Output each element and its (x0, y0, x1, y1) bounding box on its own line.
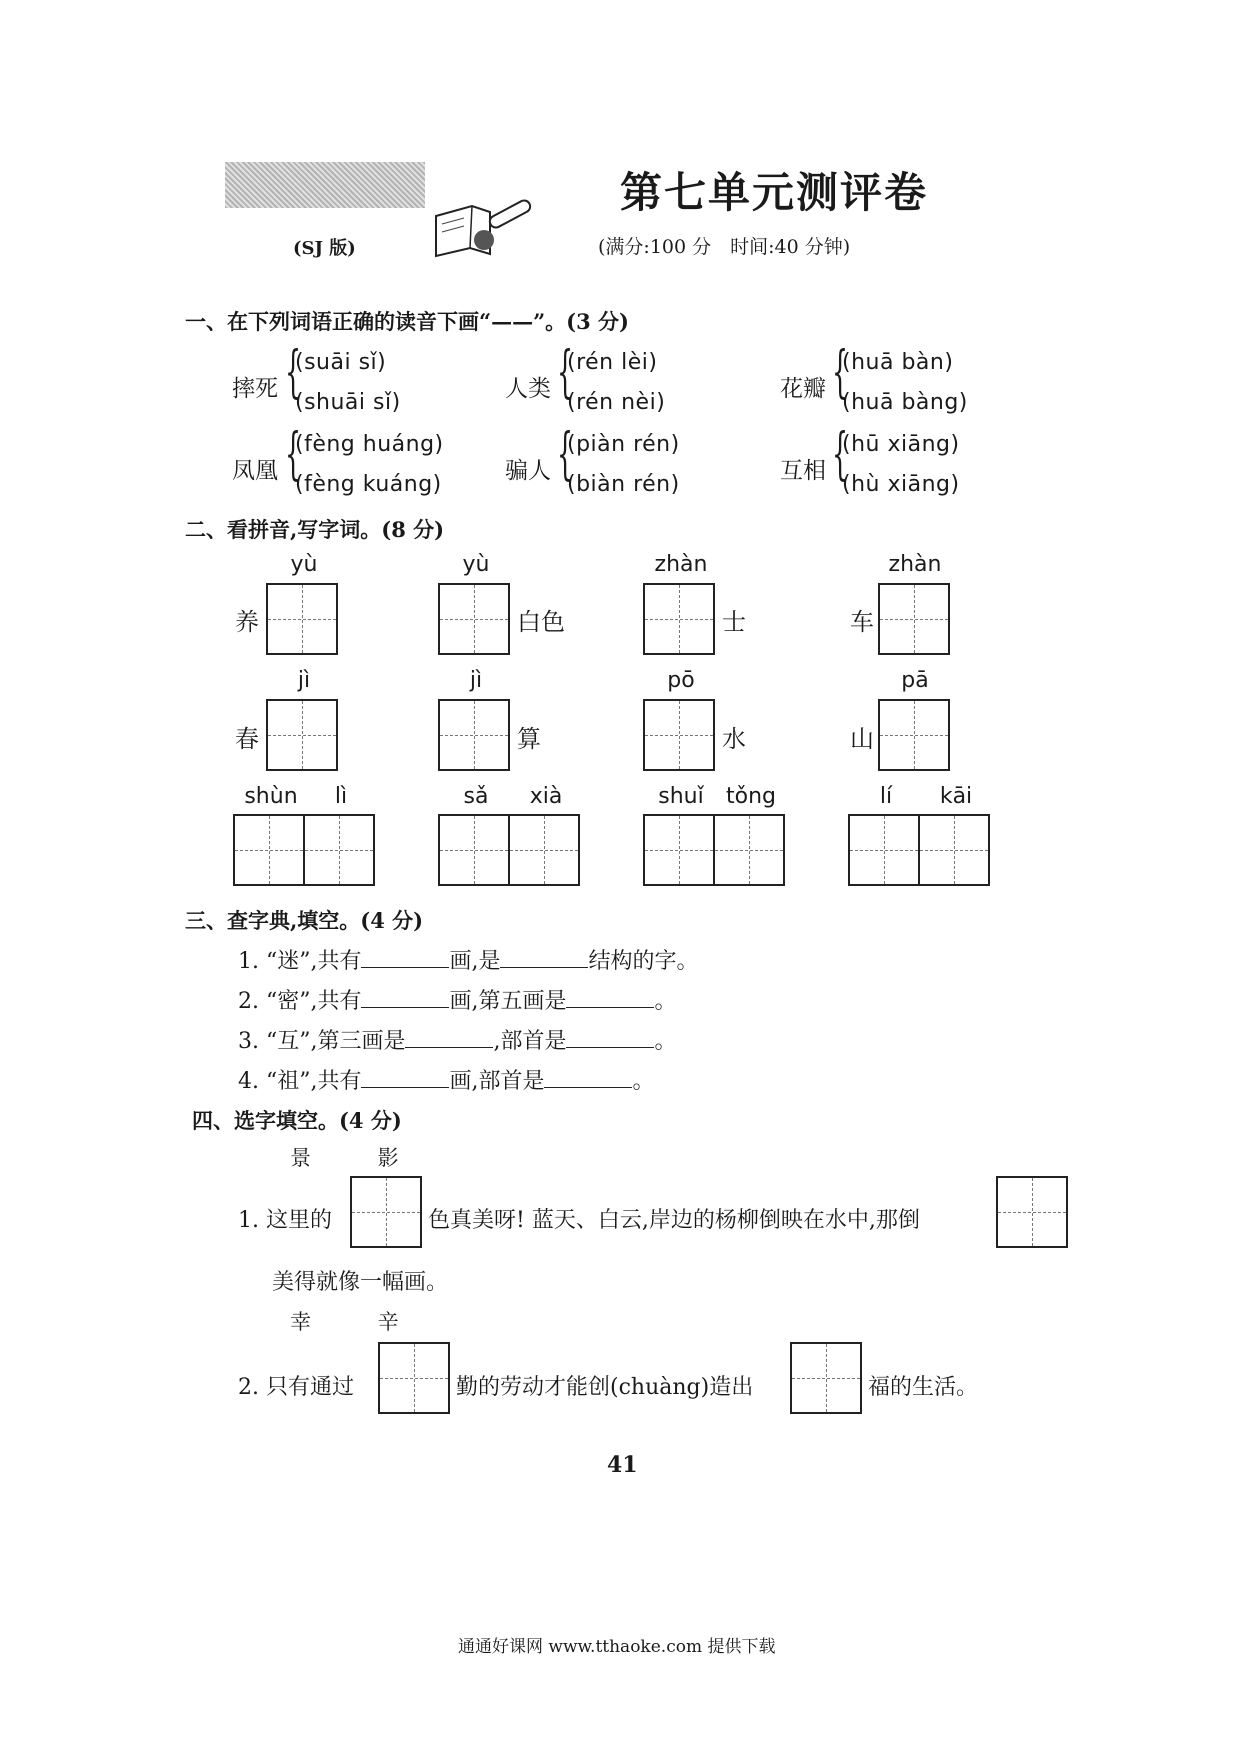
answer-blank[interactable] (500, 947, 588, 968)
brace-icon: { (832, 340, 849, 405)
char-box[interactable] (438, 814, 510, 886)
char-box[interactable] (303, 814, 375, 886)
q4-text: 2. 只有通过 (238, 1375, 354, 1400)
section-1-heading: 一、在下列词语正确的读音下画“——”。(3 分) (185, 309, 629, 334)
q3-text: 1. “迷”,共有 (238, 949, 362, 974)
char-box[interactable] (266, 583, 338, 655)
char-box[interactable] (643, 814, 715, 886)
answer-blank[interactable] (566, 987, 654, 1008)
answer-blank[interactable] (566, 1027, 654, 1048)
choice-chars: 幸 辛 (290, 1310, 429, 1334)
pinyin-label: jì (297, 668, 311, 693)
brace-icon: { (832, 422, 849, 487)
section-3-heading: 三、查字典,填空。(4 分) (185, 908, 424, 933)
q3-text: 画,第五画是 (449, 989, 567, 1014)
q1-option-a[interactable]: (rén lèi) (567, 350, 658, 375)
q3-line (238, 984, 677, 1015)
q3-text: 结构的字。 (588, 949, 699, 974)
score-time-info: (满分:100 分 时间:40 分钟) (598, 236, 851, 258)
given-char: 水 (722, 725, 746, 753)
char-box[interactable] (878, 699, 950, 771)
pinyin-label: lì (334, 784, 348, 809)
q4-text: 福的生活。 (868, 1375, 979, 1400)
given-char: 山 (850, 725, 874, 753)
pinyin-label: sǎ (463, 784, 489, 809)
char-box[interactable] (713, 814, 785, 886)
given-char: 白色 (517, 608, 565, 636)
q1-option-a[interactable]: (piàn rén) (567, 432, 680, 457)
q1-option-a[interactable]: (suāi sǐ) (295, 350, 387, 375)
pinyin-label: xià (529, 784, 563, 809)
q3-line (238, 1064, 655, 1095)
q1-word: 互相 (780, 458, 826, 484)
q1-option-b[interactable]: (shuāi sǐ) (295, 390, 401, 415)
q3-text: 。 (632, 1069, 655, 1094)
q1-option-b[interactable]: (huā bàng) (842, 390, 968, 415)
pinyin-label: zhàn (888, 552, 942, 577)
brace-icon: { (285, 340, 302, 405)
q1-option-a[interactable]: (fèng huáng) (295, 432, 444, 457)
answer-blank[interactable] (361, 1067, 449, 1088)
q4-text: 美得就像一幅画。 (272, 1270, 449, 1295)
q1-option-a[interactable]: (huā bàn) (842, 350, 954, 375)
q3-text: 2. “密”,共有 (238, 989, 362, 1014)
char-box[interactable] (508, 814, 580, 886)
char-box[interactable] (643, 699, 715, 771)
char-box[interactable] (996, 1176, 1068, 1248)
footer-download-note: 通通好课网 www.tthaoke.com 提供下载 (458, 1637, 776, 1657)
edition-label: (SJ 版) (293, 238, 356, 259)
given-char: 算 (517, 725, 541, 753)
brace-icon: { (557, 422, 574, 487)
given-char: 士 (722, 608, 746, 636)
pinyin-label: yù (290, 552, 318, 577)
pinyin-label: kāi (939, 784, 973, 809)
book-and-pen-icon (430, 198, 538, 260)
char-box[interactable] (918, 814, 990, 886)
q4-text: 1. 这里的 (238, 1208, 332, 1233)
char-box[interactable] (643, 583, 715, 655)
char-box[interactable] (350, 1176, 422, 1248)
pinyin-label: lí (879, 784, 893, 809)
char-box[interactable] (878, 583, 950, 655)
pinyin-label: jì (469, 668, 483, 693)
q1-option-a[interactable]: (hū xiāng) (842, 432, 960, 457)
choice-chars: 景 影 (290, 1146, 429, 1170)
char-box[interactable] (438, 583, 510, 655)
q1-word: 摔死 (232, 376, 278, 402)
char-box[interactable] (233, 814, 305, 886)
section-2-heading: 二、看拼音,写字词。(8 分) (185, 517, 445, 542)
q1-option-b[interactable]: (hù xiāng) (842, 472, 960, 497)
page-number: 41 (607, 1452, 638, 1478)
q3-text: 3. “互”,第三画是 (238, 1029, 406, 1054)
q3-text: 画,是 (449, 949, 501, 974)
given-char: 春 (235, 725, 259, 753)
q3-text: ,部首是 (493, 1029, 567, 1054)
q1-word: 花瓣 (780, 376, 826, 402)
brace-icon: { (285, 422, 302, 487)
pinyin-label: zhàn (654, 552, 708, 577)
q1-word: 人类 (505, 376, 551, 402)
q1-option-b[interactable]: (rén nèi) (567, 390, 666, 415)
q3-text: 。 (654, 1029, 677, 1054)
q3-text: 4. “祖”,共有 (238, 1069, 362, 1094)
pinyin-label: pō (667, 668, 695, 693)
q1-word: 凤凰 (232, 458, 278, 484)
q4-text: 勤的劳动才能创(chuàng)造出 (456, 1375, 754, 1400)
pinyin-label: yù (462, 552, 490, 577)
char-box[interactable] (438, 699, 510, 771)
q3-line (238, 944, 699, 975)
answer-blank[interactable] (361, 947, 449, 968)
pinyin-label: shuǐ (658, 784, 704, 809)
given-char: 车 (850, 608, 874, 636)
char-box[interactable] (266, 699, 338, 771)
q3-line (238, 1024, 677, 1055)
char-box[interactable] (790, 1342, 862, 1414)
given-char: 养 (235, 608, 259, 636)
q3-text: 。 (654, 989, 677, 1014)
page-title: 第七单元测评卷 (620, 168, 929, 217)
publisher-logo-band (225, 162, 425, 208)
q1-option-b[interactable]: (fèng kuáng) (295, 472, 442, 497)
char-box[interactable] (378, 1342, 450, 1414)
q1-option-b[interactable]: (biàn rén) (567, 472, 680, 497)
pinyin-label: pā (901, 668, 929, 693)
q1-word: 骗人 (505, 458, 551, 484)
pinyin-label: tǒng (726, 784, 776, 809)
answer-blank[interactable] (361, 987, 449, 1008)
q4-text: 色真美呀! 蓝天、白云,岸边的杨柳倒映在水中,那倒 (428, 1208, 920, 1233)
q3-text: 画,部首是 (449, 1069, 545, 1094)
answer-blank[interactable] (405, 1027, 493, 1048)
pinyin-label: shùn (244, 784, 298, 809)
brace-icon: { (557, 340, 574, 405)
answer-blank[interactable] (544, 1067, 632, 1088)
section-4-heading: 四、选字填空。(4 分) (192, 1108, 402, 1133)
char-box[interactable] (848, 814, 920, 886)
